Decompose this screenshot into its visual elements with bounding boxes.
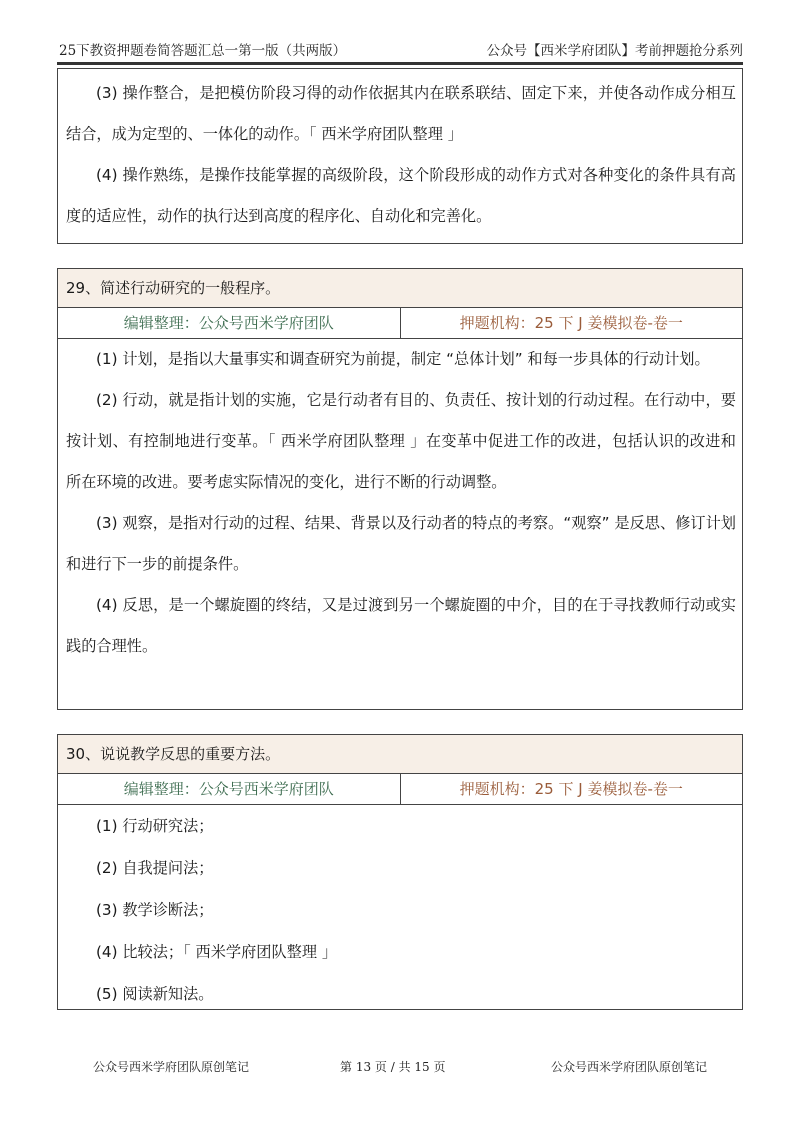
header-doc-title: 25下教资押题卷简答题汇总一第一版（共两版）: [59, 43, 347, 59]
page-number: 第 13 页 / 共 15 页: [340, 1060, 446, 1074]
method-item: (2) 自我提问法；: [96, 859, 214, 877]
question-box-30: [57, 734, 743, 1010]
question-title: 30、说说教学反思的重要方法。: [58, 735, 742, 774]
footer-left-note: 公众号西米学府团队原创笔记: [93, 1060, 250, 1074]
method-item: (4) 比较法；「 西米学府团队整理 」: [96, 943, 338, 961]
source-credit: 押题机构：25 下 J 姜模拟卷-卷一: [459, 780, 683, 798]
method-item: (1) 行动研究法；: [96, 817, 214, 835]
question-meta-row: [58, 774, 742, 805]
method-item: (3) 教学诊断法；: [96, 901, 214, 919]
page-header: [57, 36, 743, 64]
answer-paragraph: (2) 行动，就是指计划的实施，它是行动者有目的、负责任、按计划的行动过程。在行动中，要按计划、有控制地进行变革。「 西米学府团队整理 」在变革中促进工作的改进，包括认识的改进和所在环境的改进。要考虑实际情况的变化，进行不断的行动调整。: [66, 391, 736, 491]
header-series-title: 公众号【西米学府团队】考前押题抢分系列: [486, 43, 743, 59]
header-divider: [57, 64, 743, 65]
answer-paragraph: (4) 操作熟练，是操作技能掌握的高级阶段，这个阶段形成的动作方式对各种变化的条件具有高度的适应性，动作的执行达到高度的程序化、自动化和完善化。: [66, 166, 736, 225]
answer-paragraph: (1) 计划，是指以大量事实和调查研究为前提，制定 “总体计划” 和每一步具体的行动计划。: [96, 350, 710, 368]
answer-continuation-box: [57, 68, 743, 244]
question-box-29: [57, 268, 743, 710]
page-footer: [0, 1058, 800, 1078]
editor-credit: 编辑整理：公众号西米学府团队: [58, 308, 401, 338]
answer-paragraph: (3) 观察，是指对行动的过程、结果、背景以及行动者的特点的考察。“观察” 是反思、修订计划和进行下一步的前提条件。: [66, 514, 736, 573]
method-item: (5) 阅读新知法。: [96, 985, 214, 1003]
answer-paragraph: (4) 反思，是一个螺旋圈的终结，又是过渡到另一个螺旋圈的中介，目的在于寻找教师行动或实践的合理性。: [66, 596, 736, 655]
footer-right-note: 公众号西米学府团队原创笔记: [551, 1060, 708, 1074]
editor-credit: 编辑整理：公众号西米学府团队: [58, 774, 401, 804]
question-title: 29、简述行动研究的一般程序。: [58, 269, 742, 308]
question-meta-row: [58, 308, 742, 339]
answer-paragraph: (3) 操作整合，是把模仿阶段习得的动作依据其内在联系联结、固定下来，并使各动作成分相互结合，成为定型的、一体化的动作。「 西米学府团队整理 」: [66, 84, 736, 143]
source-credit: 押题机构：25 下 J 姜模拟卷-卷一: [459, 314, 683, 332]
